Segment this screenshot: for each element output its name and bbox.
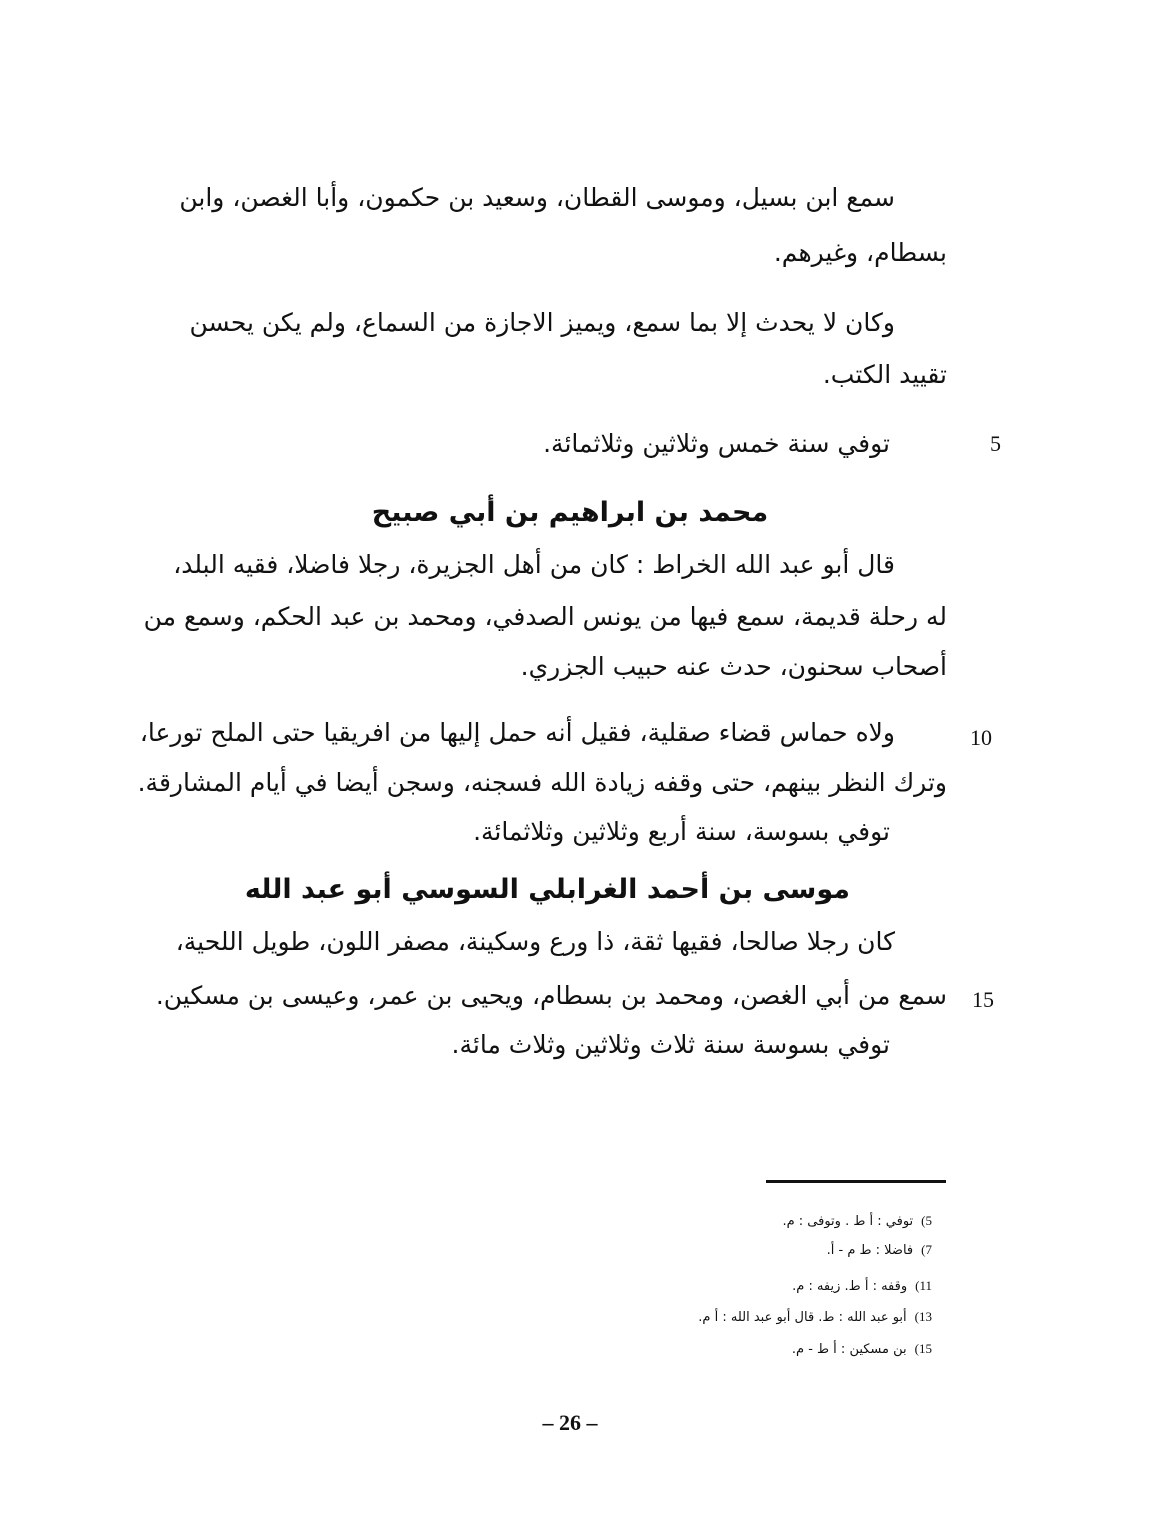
footnote — [700, 1340, 932, 1359]
text-line: قال أبو عبد الله الخراط : كان من أهل الجزيرة، رجلا فاضلا، فقيه البلد، — [173, 550, 895, 579]
text-line: سمع من أبي الغصن، ومحمد بن بسطام، ويحيى بن عمر، وعيسى بن مسكين. — [155, 981, 947, 1010]
footnote-text: أبو عبد الله : ط. قال أبو عبد الله : أ م. — [698, 1310, 907, 1325]
line-number: 10 — [970, 725, 992, 750]
entry-heading: محمد بن ابراهيم بن أبي صبيح — [371, 497, 769, 528]
text-line: وكان لا يحدث إلا بما سمع، ويميز الاجازة من السماع، ولم يكن يحسن — [189, 308, 895, 337]
footnote-number: 13) — [914, 1309, 932, 1324]
text-line: سمع ابن بسيل، وموسى القطان، وسعيد بن حكمون، وأبا الغصن، وابن — [179, 183, 895, 212]
footnote — [700, 1277, 932, 1296]
text-line: كان رجلا صالحا، فقيها ثقة، ذا ورع وسكينة، مصفر اللون، طويل اللحية، — [175, 927, 895, 956]
text-line: توفي سنة خمس وثلاثين وثلاثمائة. — [543, 429, 890, 458]
footnote-number: 7) — [921, 1242, 932, 1257]
footnote-text: وقفه : أ ط. زيفه : م. — [792, 1279, 908, 1294]
line-number: 15 — [972, 987, 994, 1012]
text-line: أصحاب سحنون، حدث عنه حبيب الجزري. — [520, 652, 947, 681]
page-number: – 26 – — [542, 1410, 598, 1435]
footnote — [630, 1308, 932, 1327]
text-line: تقييد الكتب. — [822, 360, 947, 389]
footnote-text: فاضلا : ط م - أ. — [826, 1243, 914, 1258]
footnote-divider — [766, 1180, 946, 1183]
footnote-text: بن مسكين : أ ط - م. — [791, 1342, 907, 1357]
text-line: ولاه حماس قضاء صقلية، فقيل أنه حمل إليها من افريقيا حتى الملح تورعا، — [139, 718, 895, 747]
text-line: توفي بسوسة سنة ثلاث وثلاثين وثلاث مائة. — [451, 1030, 890, 1059]
footnote-number: 15) — [914, 1341, 932, 1356]
footnote — [700, 1241, 932, 1260]
footnote-number: 11) — [915, 1278, 932, 1293]
text-line: توفي بسوسة، سنة أربع وثلاثين وثلاثمائة. — [473, 817, 890, 846]
line-number: 5 — [990, 431, 1001, 456]
footnote-text: توفي : أ ط . وتوفى : م. — [782, 1214, 914, 1229]
text-line: وترك النظر بينهم، حتى وقفه زيادة الله فسجنه، وسجن أيضا في أيام المشارقة. — [137, 768, 947, 797]
footnote-number: 5) — [921, 1213, 932, 1228]
footnote — [700, 1212, 932, 1231]
text-line: بسطام، وغيرهم. — [773, 238, 947, 267]
entry-heading: موسى بن أحمد الغرابلي السوسي أبو عبد الله — [244, 874, 850, 905]
text-line: له رحلة قديمة، سمع فيها من يونس الصدفي، ومحمد بن عبد الحكم، وسمع من — [143, 602, 947, 631]
